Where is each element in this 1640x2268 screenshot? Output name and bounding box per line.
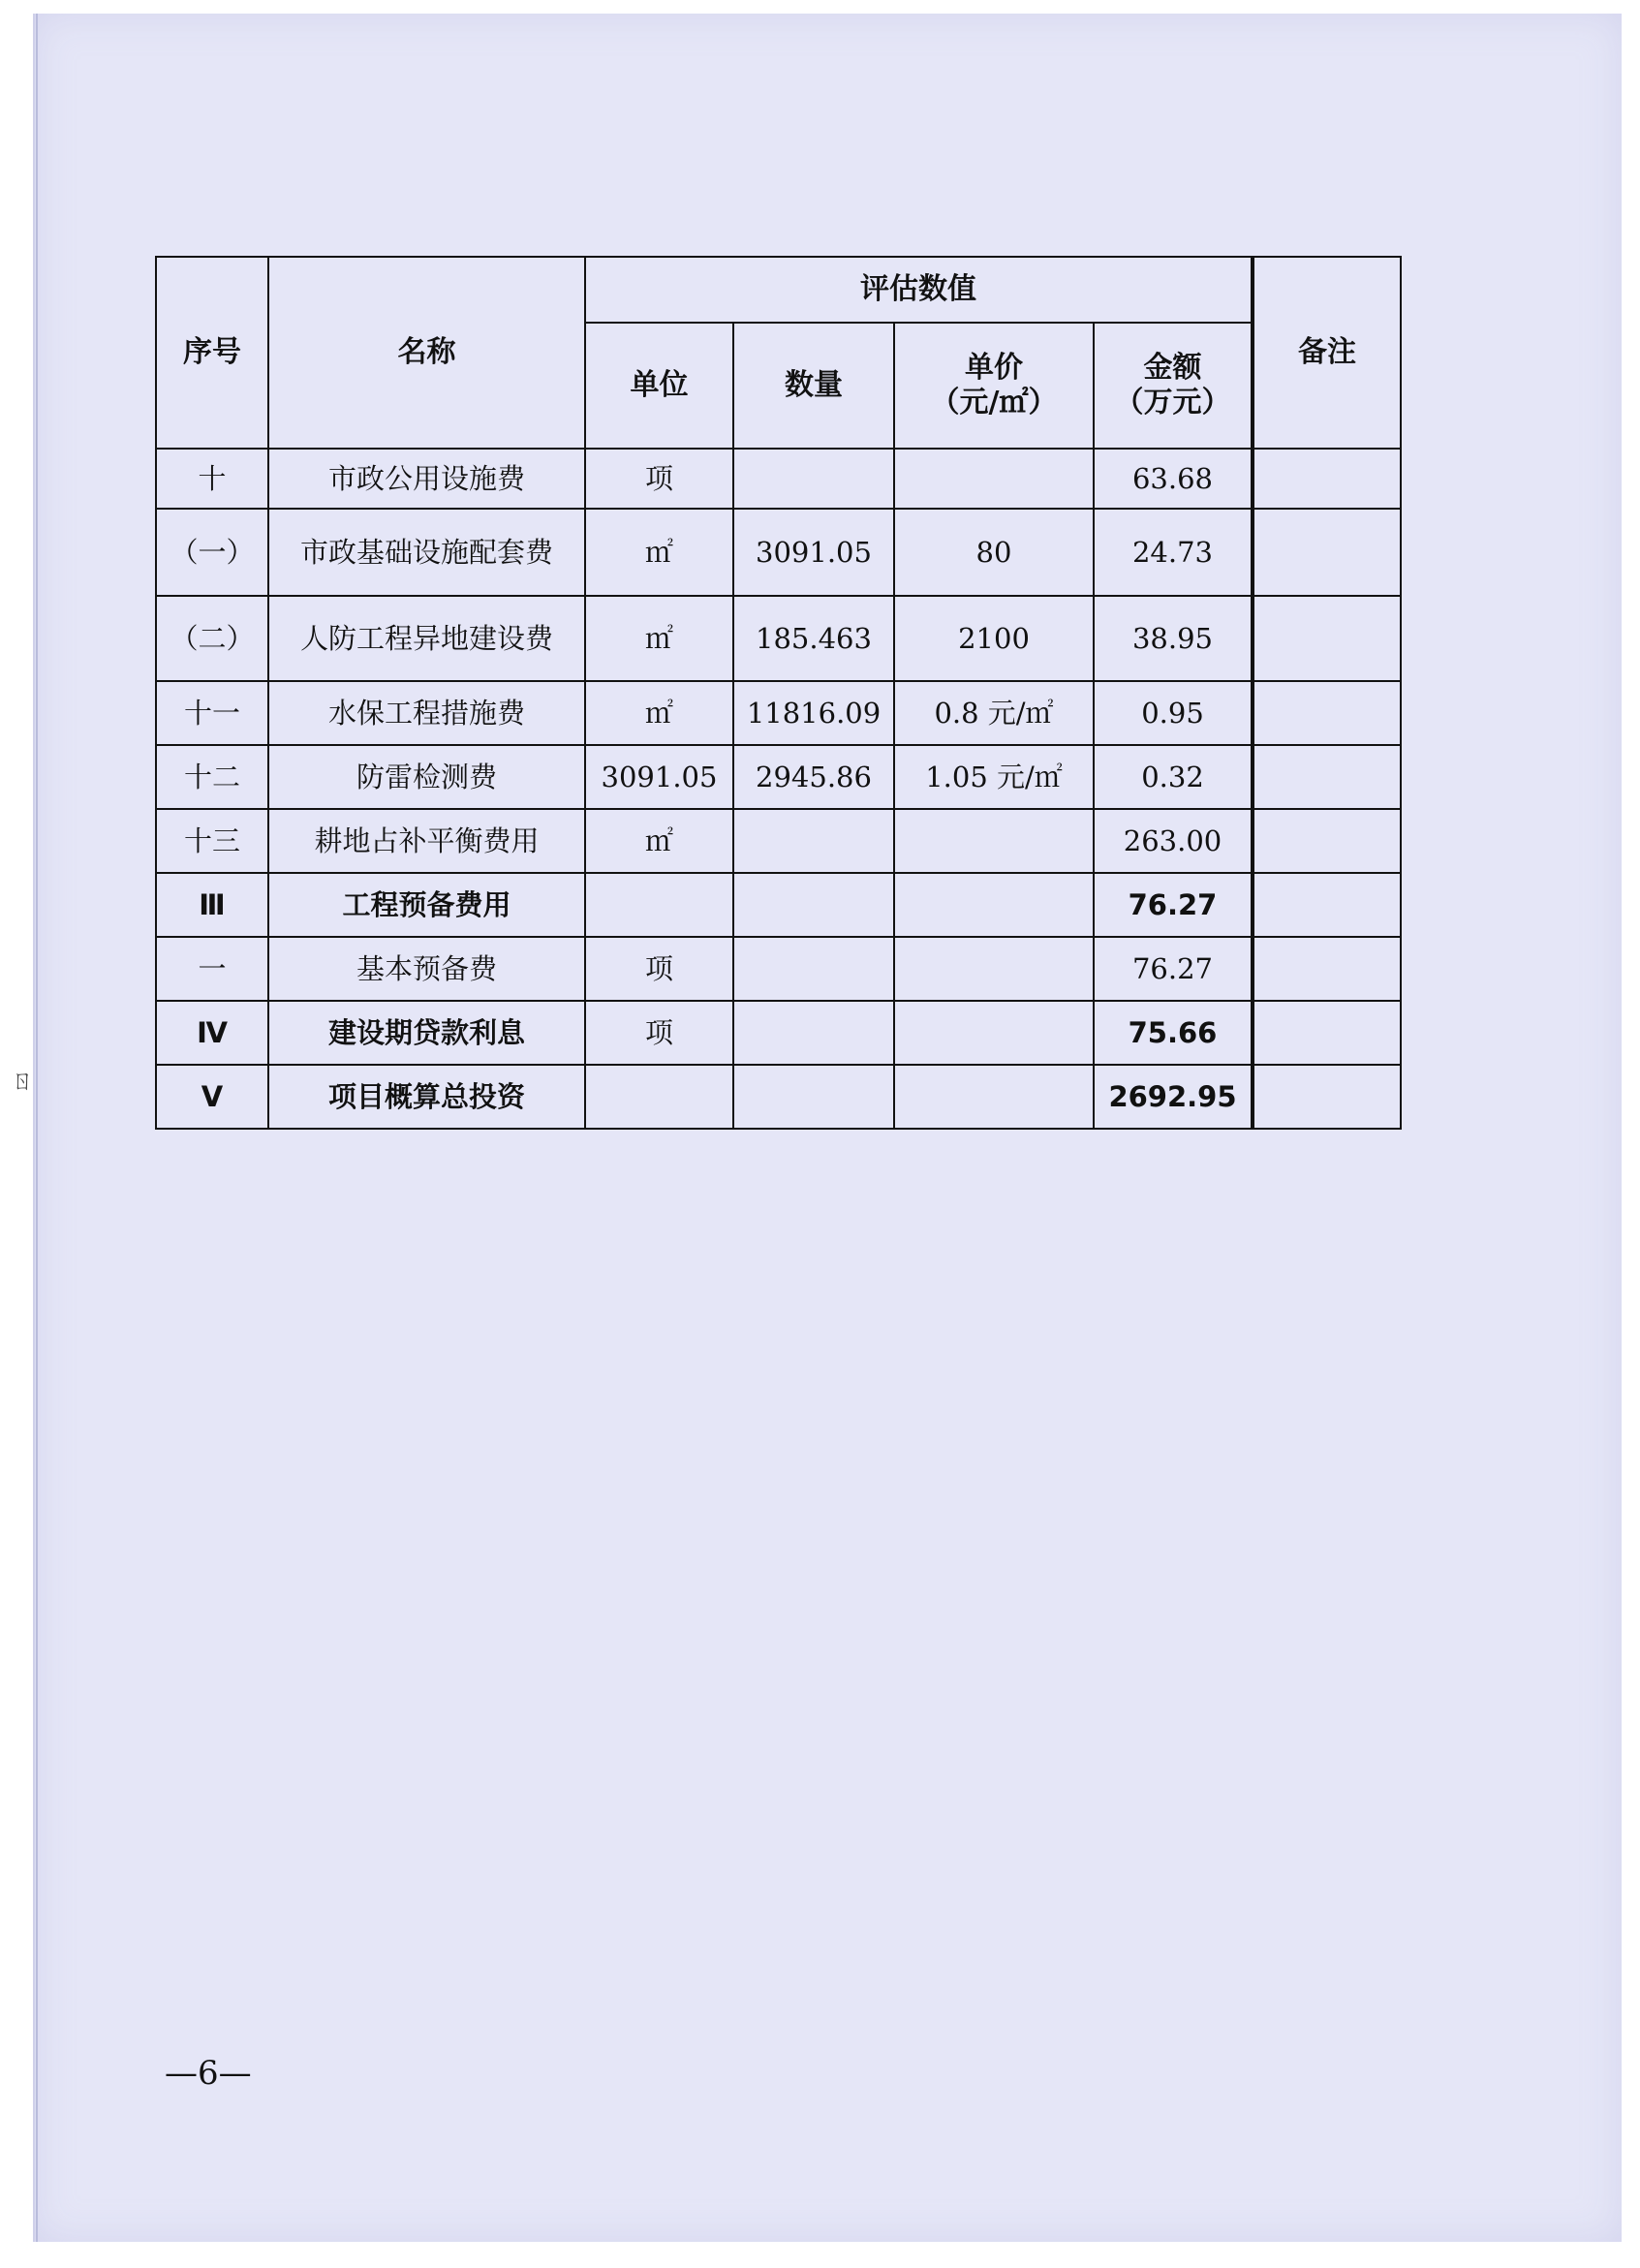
page-number: —6— bbox=[165, 2054, 252, 2093]
cell-amount: 2692.95 bbox=[1094, 1065, 1253, 1129]
cell-amount: 38.95 bbox=[1094, 596, 1253, 681]
cell-price bbox=[894, 937, 1094, 1001]
cell-name: 耕地占补平衡费用 bbox=[268, 809, 585, 873]
cell-remark bbox=[1253, 449, 1401, 509]
cell-price: 80 bbox=[894, 509, 1094, 596]
cell-price: 0.8 元/㎡ bbox=[894, 681, 1094, 745]
cell-seq: 十一 bbox=[156, 681, 268, 745]
cell-seq: Ⅲ bbox=[156, 873, 268, 937]
cell-quantity bbox=[733, 1001, 894, 1065]
cell-seq: （二） bbox=[156, 596, 268, 681]
cell-unit: ㎡ bbox=[585, 809, 733, 873]
table-row bbox=[156, 937, 1401, 1001]
cell-price bbox=[894, 873, 1094, 937]
cell-unit: ㎡ bbox=[585, 509, 733, 596]
header-group: 评估数值 bbox=[585, 257, 1253, 323]
cell-remark bbox=[1253, 809, 1401, 873]
cell-name: 工程预备费用 bbox=[268, 873, 585, 937]
cell-amount: 263.00 bbox=[1094, 809, 1253, 873]
cell-price: 2100 bbox=[894, 596, 1094, 681]
cell-amount: 75.66 bbox=[1094, 1001, 1253, 1065]
header-price: 单价 （元/㎡） bbox=[894, 323, 1094, 449]
cell-seq: 十二 bbox=[156, 745, 268, 809]
cell-price bbox=[894, 809, 1094, 873]
estimate-table-container bbox=[155, 256, 1400, 1130]
cell-seq: Ⅳ bbox=[156, 1001, 268, 1065]
cell-quantity bbox=[733, 937, 894, 1001]
header-seq: 序号 bbox=[156, 257, 268, 449]
cell-quantity: 3091.05 bbox=[733, 509, 894, 596]
cell-name: 项目概算总投资 bbox=[268, 1065, 585, 1129]
cell-unit: 项 bbox=[585, 937, 733, 1001]
cell-quantity bbox=[733, 449, 894, 509]
table-row bbox=[156, 449, 1401, 509]
cell-unit: ㎡ bbox=[585, 681, 733, 745]
cell-quantity bbox=[733, 1065, 894, 1129]
table-header bbox=[156, 257, 1401, 449]
cell-seq: Ⅴ bbox=[156, 1065, 268, 1129]
cell-amount: 76.27 bbox=[1094, 873, 1253, 937]
table-row bbox=[156, 596, 1401, 681]
table-row bbox=[156, 1001, 1401, 1065]
table-row bbox=[156, 745, 1401, 809]
cell-amount: 0.32 bbox=[1094, 745, 1253, 809]
cell-unit: 3091.05 bbox=[585, 745, 733, 809]
header-amount: 金额 （万元） bbox=[1094, 323, 1253, 449]
cell-name: 防雷检测费 bbox=[268, 745, 585, 809]
cell-seq: 十三 bbox=[156, 809, 268, 873]
cell-remark bbox=[1253, 937, 1401, 1001]
cell-unit: ㎡ bbox=[585, 596, 733, 681]
table-row bbox=[156, 1065, 1401, 1129]
header-name: 名称 bbox=[268, 257, 585, 449]
cell-quantity: 11816.09 bbox=[733, 681, 894, 745]
cell-price bbox=[894, 449, 1094, 509]
cell-quantity: 185.463 bbox=[733, 596, 894, 681]
cell-price bbox=[894, 1001, 1094, 1065]
cell-name: 市政基础设施配套费 bbox=[268, 509, 585, 596]
cell-price: 1.05 元/㎡ bbox=[894, 745, 1094, 809]
cell-name: 基本预备费 bbox=[268, 937, 585, 1001]
cell-seq: （一） bbox=[156, 509, 268, 596]
header-unit: 单位 bbox=[585, 323, 733, 449]
cell-seq: 一 bbox=[156, 937, 268, 1001]
cell-name: 市政公用设施费 bbox=[268, 449, 585, 509]
cell-quantity bbox=[733, 809, 894, 873]
cell-unit: 项 bbox=[585, 449, 733, 509]
cell-remark bbox=[1253, 873, 1401, 937]
cell-name: 建设期贷款利息 bbox=[268, 1001, 585, 1065]
cell-unit bbox=[585, 1065, 733, 1129]
cell-remark bbox=[1253, 681, 1401, 745]
cell-remark bbox=[1253, 596, 1401, 681]
cell-remark bbox=[1253, 745, 1401, 809]
cell-name: 水保工程措施费 bbox=[268, 681, 585, 745]
table-row bbox=[156, 809, 1401, 873]
cell-amount: 63.68 bbox=[1094, 449, 1253, 509]
cell-quantity: 2945.86 bbox=[733, 745, 894, 809]
cell-quantity bbox=[733, 873, 894, 937]
table-row bbox=[156, 681, 1401, 745]
cell-remark bbox=[1253, 1001, 1401, 1065]
cell-name: 人防工程异地建设费 bbox=[268, 596, 585, 681]
header-remark: 备注 bbox=[1253, 257, 1401, 449]
cell-remark bbox=[1253, 1065, 1401, 1129]
cell-amount: 24.73 bbox=[1094, 509, 1253, 596]
cell-unit bbox=[585, 873, 733, 937]
header-quantity: 数量 bbox=[733, 323, 894, 449]
table-body bbox=[156, 449, 1401, 1129]
margin-mark: ㄖ bbox=[10, 1067, 36, 1096]
estimate-table bbox=[155, 256, 1402, 1130]
cell-seq: 十 bbox=[156, 449, 268, 509]
binding-line bbox=[36, 14, 38, 2242]
cell-amount: 0.95 bbox=[1094, 681, 1253, 745]
cell-price bbox=[894, 1065, 1094, 1129]
cell-remark bbox=[1253, 509, 1401, 596]
table-row bbox=[156, 873, 1401, 937]
cell-unit: 项 bbox=[585, 1001, 733, 1065]
cell-amount: 76.27 bbox=[1094, 937, 1253, 1001]
table-row bbox=[156, 509, 1401, 596]
